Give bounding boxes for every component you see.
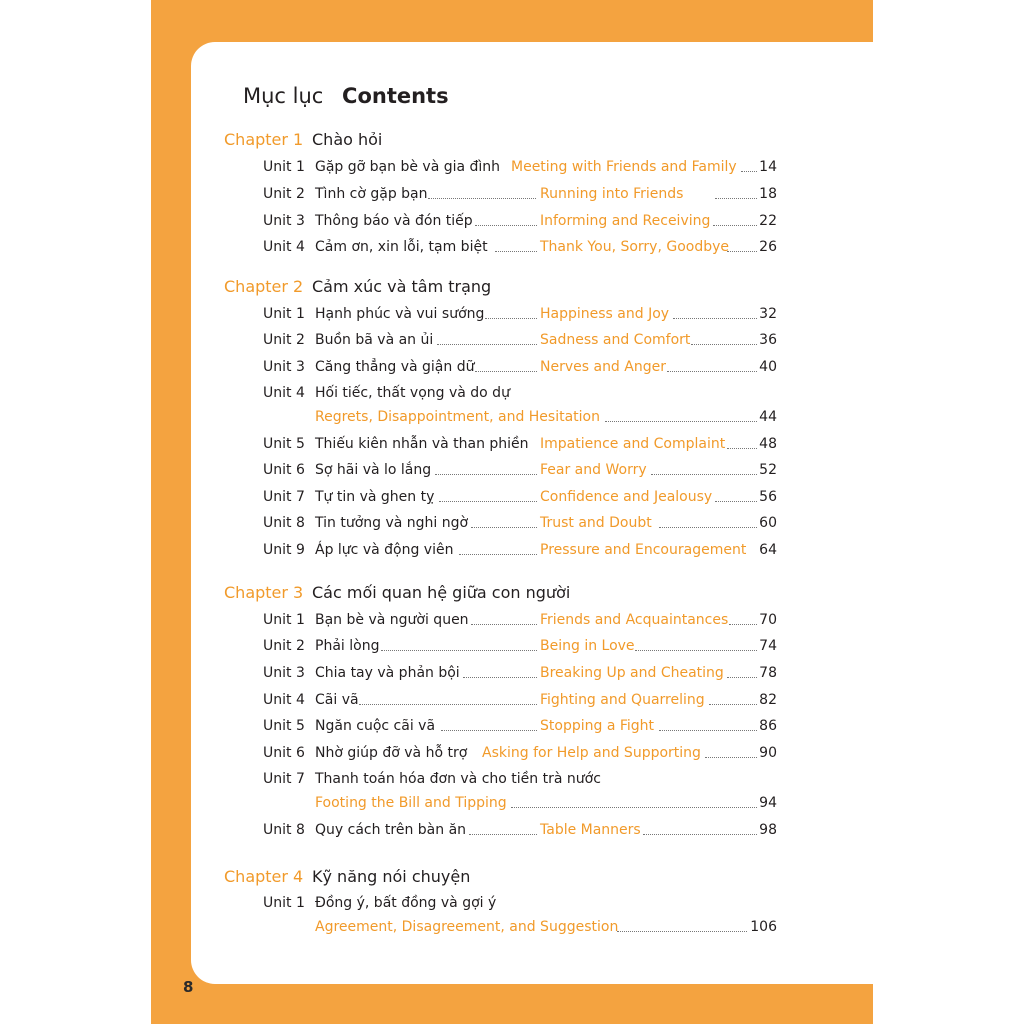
unit-title-en: Regrets, Disappointment, and Hesitation bbox=[315, 409, 600, 425]
dot-leader bbox=[727, 251, 757, 252]
unit-title-vi: Sợ hãi và lo lắng bbox=[315, 462, 432, 478]
unit-title-vi: Ngăn cuộc cãi vã bbox=[315, 718, 436, 734]
chapter-heading bbox=[224, 129, 382, 151]
dot-leader bbox=[441, 730, 537, 731]
unit-title-vi: Chia tay và phản bội bbox=[315, 665, 460, 681]
toc-row[interactable] bbox=[263, 460, 777, 480]
dot-leader bbox=[727, 677, 757, 678]
unit-title-en: Happiness and Joy bbox=[540, 306, 670, 322]
title-vietnamese: Mục lục bbox=[243, 84, 324, 108]
chapter-label: Chapter 3 bbox=[224, 583, 304, 602]
dot-leader bbox=[617, 931, 747, 932]
dot-leader bbox=[667, 371, 757, 372]
unit-label: Unit 1 bbox=[263, 895, 305, 911]
unit-label: Unit 2 bbox=[263, 332, 305, 348]
unit-title-en: Fighting and Quarreling bbox=[540, 692, 705, 708]
toc-row[interactable] bbox=[263, 893, 777, 913]
dot-leader bbox=[709, 704, 757, 705]
toc-row[interactable] bbox=[263, 237, 777, 257]
toc-row[interactable] bbox=[263, 487, 777, 507]
dot-leader bbox=[691, 344, 757, 345]
page-ref: 98 bbox=[759, 822, 777, 838]
unit-label: Unit 7 bbox=[263, 489, 305, 505]
page-ref: 64 bbox=[759, 542, 777, 558]
chapter-name: Kỹ năng nói chuyện bbox=[312, 867, 471, 886]
page-ref: 22 bbox=[759, 213, 777, 229]
unit-title-en: Thank You, Sorry, Goodbye bbox=[540, 239, 730, 255]
toc-row[interactable] bbox=[263, 383, 777, 403]
chapter-label: Chapter 4 bbox=[224, 867, 304, 886]
unit-label: Unit 6 bbox=[263, 462, 305, 478]
page-ref: 90 bbox=[759, 745, 777, 761]
chapter-label: Chapter 2 bbox=[224, 277, 304, 296]
unit-title-vi: Hối tiếc, thất vọng và do dự bbox=[315, 385, 510, 401]
page-number: 8 bbox=[183, 978, 194, 996]
page-ref: 18 bbox=[759, 186, 777, 202]
dot-leader bbox=[495, 251, 537, 252]
unit-title-en: Informing and Receiving bbox=[540, 213, 711, 229]
dot-leader bbox=[439, 501, 537, 502]
unit-title-en: Footing the Bill and Tipping bbox=[315, 795, 507, 811]
dot-leader bbox=[715, 198, 757, 199]
page-title bbox=[243, 84, 449, 108]
toc-row[interactable] bbox=[263, 184, 777, 204]
unit-label: Unit 3 bbox=[263, 213, 305, 229]
unit-title-vi: Bạn bè và người quen bbox=[315, 612, 469, 628]
unit-label: Unit 5 bbox=[263, 436, 305, 452]
toc-row-continuation[interactable] bbox=[315, 407, 777, 427]
title-english: Contents bbox=[342, 84, 449, 108]
unit-title-vi: Tự tin và ghen tỵ bbox=[315, 489, 435, 505]
page-ref: 74 bbox=[759, 638, 777, 654]
page-ref: 40 bbox=[759, 359, 777, 375]
chapter-heading bbox=[224, 866, 470, 888]
dot-leader bbox=[511, 807, 757, 808]
dot-leader bbox=[475, 225, 537, 226]
toc-row[interactable] bbox=[263, 769, 777, 789]
dot-leader bbox=[459, 554, 537, 555]
unit-title-vi: Buồn bã và an ủi bbox=[315, 332, 434, 348]
toc-row[interactable] bbox=[263, 743, 777, 763]
dot-leader bbox=[475, 371, 537, 372]
toc-row[interactable] bbox=[263, 540, 777, 560]
unit-title-en: Meeting with Friends and Family bbox=[511, 159, 737, 175]
unit-label: Unit 9 bbox=[263, 542, 305, 558]
unit-title-en: Breaking Up and Cheating bbox=[540, 665, 724, 681]
page-ref: 78 bbox=[759, 665, 777, 681]
toc-row[interactable] bbox=[263, 357, 777, 377]
page-ref: 94 bbox=[759, 795, 777, 811]
dot-leader bbox=[463, 677, 537, 678]
dot-leader bbox=[471, 624, 537, 625]
page-ref: 70 bbox=[759, 612, 777, 628]
unit-label: Unit 1 bbox=[263, 306, 305, 322]
chapter-name: Các mối quan hệ giữa con người bbox=[312, 583, 571, 602]
unit-title-en: Agreement, Disagreement, and Suggestion bbox=[315, 919, 619, 935]
unit-title-en: Sadness and Comfort bbox=[540, 332, 691, 348]
unit-title-vi: Gặp gỡ bạn bè và gia đình bbox=[315, 159, 501, 175]
toc-row[interactable] bbox=[263, 716, 777, 736]
unit-title-en: Being in Love bbox=[540, 638, 635, 654]
unit-title-en: Impatience and Complaint bbox=[540, 436, 726, 452]
unit-label: Unit 7 bbox=[263, 771, 305, 787]
unit-title-en: Stopping a Fight bbox=[540, 718, 655, 734]
toc-row[interactable] bbox=[263, 304, 777, 324]
dot-leader bbox=[673, 318, 757, 319]
unit-title-vi: Tin tưởng và nghi ngờ bbox=[315, 515, 469, 531]
unit-title-vi: Thiếu kiên nhẫn và than phiền bbox=[315, 436, 529, 452]
toc-row-continuation[interactable] bbox=[315, 917, 777, 937]
dot-leader bbox=[635, 650, 757, 651]
chapter-heading bbox=[224, 276, 491, 298]
unit-label: Unit 1 bbox=[263, 612, 305, 628]
page-ref: 86 bbox=[759, 718, 777, 734]
unit-title-en: Trust and Doubt bbox=[540, 515, 652, 531]
dot-leader bbox=[471, 527, 537, 528]
dot-leader bbox=[651, 474, 757, 475]
page-ref: 56 bbox=[759, 489, 777, 505]
unit-label: Unit 8 bbox=[263, 515, 305, 531]
unit-label: Unit 3 bbox=[263, 359, 305, 375]
unit-title-en: Fear and Worry bbox=[540, 462, 647, 478]
dot-leader bbox=[437, 344, 537, 345]
dot-leader bbox=[605, 421, 757, 422]
page-ref: 26 bbox=[759, 239, 777, 255]
unit-title-vi: Nhờ giúp đỡ và hỗ trợ bbox=[315, 745, 468, 761]
dot-leader bbox=[485, 318, 537, 319]
unit-label: Unit 2 bbox=[263, 638, 305, 654]
toc-row[interactable] bbox=[263, 663, 777, 683]
unit-label: Unit 4 bbox=[263, 385, 305, 401]
dot-leader bbox=[428, 198, 536, 199]
toc-row[interactable] bbox=[263, 690, 777, 710]
dot-leader bbox=[435, 474, 537, 475]
toc-row[interactable] bbox=[263, 610, 777, 630]
unit-title-vi: Thông báo và đón tiếp bbox=[315, 213, 473, 229]
unit-label: Unit 4 bbox=[263, 239, 305, 255]
unit-title-vi: Áp lực và động viên bbox=[315, 542, 454, 558]
page-ref: 48 bbox=[759, 436, 777, 452]
dot-leader bbox=[741, 171, 757, 172]
dot-leader bbox=[359, 704, 537, 705]
unit-title-vi: Căng thẳng và giận dữ bbox=[315, 359, 475, 375]
chapter-name: Cảm xúc và tâm trạng bbox=[312, 277, 492, 296]
chapter-label: Chapter 1 bbox=[224, 130, 304, 149]
unit-title-en: Friends and Acquaintances bbox=[540, 612, 729, 628]
unit-title-en: Nerves and Anger bbox=[540, 359, 666, 375]
toc-row[interactable] bbox=[263, 211, 777, 231]
chapter-heading bbox=[224, 582, 570, 604]
dot-leader bbox=[705, 757, 757, 758]
unit-title-vi: Cãi vã bbox=[315, 692, 359, 708]
unit-title-en: Pressure and Encouragement bbox=[540, 542, 747, 558]
dot-leader bbox=[643, 834, 757, 835]
unit-title-vi: Hạnh phúc và vui sướng bbox=[315, 306, 485, 322]
unit-title-vi: Quy cách trên bàn ăn bbox=[315, 822, 467, 838]
dot-leader bbox=[381, 650, 537, 651]
unit-label: Unit 6 bbox=[263, 745, 305, 761]
dot-leader bbox=[659, 730, 757, 731]
dot-leader bbox=[729, 624, 757, 625]
unit-label: Unit 8 bbox=[263, 822, 305, 838]
toc-row[interactable] bbox=[263, 434, 777, 454]
unit-title-vi: Phải lòng bbox=[315, 638, 380, 654]
page-ref: 52 bbox=[759, 462, 777, 478]
page-ref: 106 bbox=[750, 919, 777, 935]
unit-title-vi: Cảm ơn, xin lỗi, tạm biệt bbox=[315, 239, 488, 255]
dot-leader bbox=[659, 527, 757, 528]
unit-title-vi: Thanh toán hóa đơn và cho tiền trà nước bbox=[315, 771, 601, 787]
toc-row[interactable] bbox=[263, 820, 777, 840]
toc-row[interactable] bbox=[263, 330, 777, 350]
page-ref: 60 bbox=[759, 515, 777, 531]
unit-label: Unit 4 bbox=[263, 692, 305, 708]
dot-leader bbox=[727, 448, 757, 449]
unit-title-vi: Tình cờ gặp bạn bbox=[315, 186, 428, 202]
page-ref: 82 bbox=[759, 692, 777, 708]
chapter-name: Chào hỏi bbox=[312, 130, 383, 149]
toc-row[interactable] bbox=[263, 513, 777, 533]
dot-leader bbox=[715, 501, 757, 502]
toc-row-continuation[interactable] bbox=[315, 793, 777, 813]
unit-label: Unit 3 bbox=[263, 665, 305, 681]
toc-row[interactable] bbox=[263, 636, 777, 656]
unit-label: Unit 5 bbox=[263, 718, 305, 734]
unit-title-en: Running into Friends bbox=[540, 186, 684, 202]
unit-title-en: Table Manners bbox=[540, 822, 641, 838]
unit-label: Unit 2 bbox=[263, 186, 305, 202]
unit-label: Unit 1 bbox=[263, 159, 305, 175]
unit-title-vi: Đồng ý, bất đồng và gợi ý bbox=[315, 895, 497, 911]
page-ref: 14 bbox=[759, 159, 777, 175]
unit-title-en: Asking for Help and Supporting bbox=[482, 745, 701, 761]
unit-title-en: Confidence and Jealousy bbox=[540, 489, 713, 505]
toc-row[interactable] bbox=[263, 157, 777, 177]
dot-leader bbox=[713, 225, 757, 226]
page-ref: 44 bbox=[759, 409, 777, 425]
dot-leader bbox=[469, 834, 537, 835]
page-ref: 32 bbox=[759, 306, 777, 322]
page-ref: 36 bbox=[759, 332, 777, 348]
